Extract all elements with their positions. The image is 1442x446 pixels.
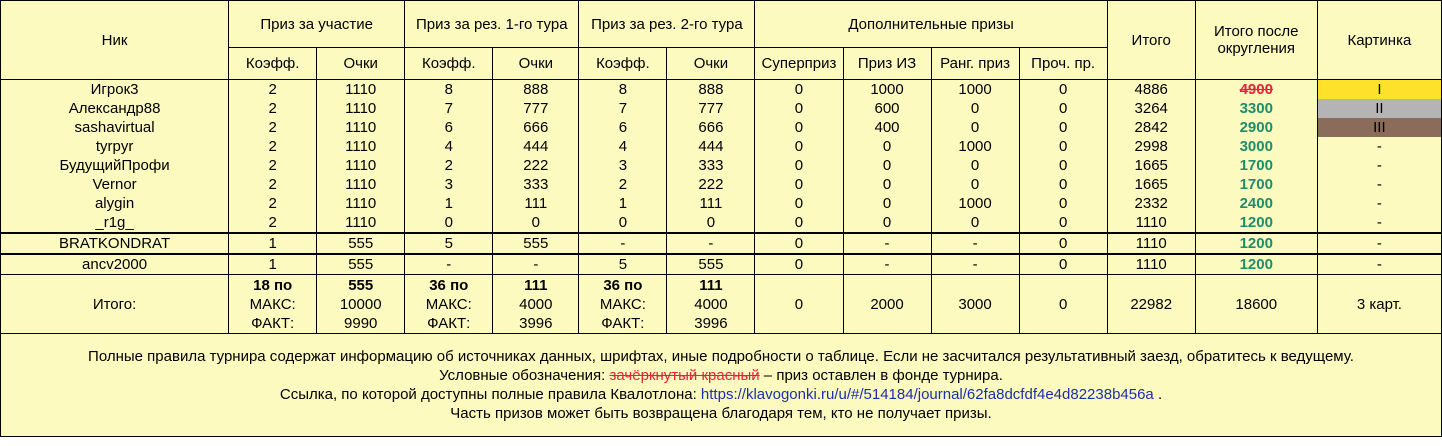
- cell-prize-iz: 0: [843, 175, 931, 194]
- cell-picture: II: [1317, 99, 1441, 118]
- rules-link[interactable]: https://klavogonki.ru/u/#/514184/journal/62fa8dcfdf4e4d82238b456a: [700, 386, 1154, 403]
- cell-other-prize: 0: [1019, 233, 1107, 254]
- totals-value: 111: [699, 276, 723, 294]
- totals-value: МАКС:: [425, 295, 472, 313]
- cell-r1-coef: 7: [405, 99, 493, 118]
- table-row: [1, 137, 1442, 156]
- cell-superprize: 0: [755, 118, 843, 137]
- totals-total: 22982: [1107, 275, 1195, 334]
- cell-rounded: 3000: [1195, 137, 1317, 156]
- cell-prize-iz: -: [843, 254, 931, 275]
- header-extra: Дополнительные призы: [755, 1, 1107, 48]
- cell-part-coef: 1: [229, 233, 317, 254]
- cell-superprize: 0: [755, 254, 843, 275]
- cell-r1-points: 777: [493, 99, 579, 118]
- cell-prize-iz: -: [843, 233, 931, 254]
- totals-r2-points: [667, 275, 755, 334]
- table-row: [1, 175, 1442, 194]
- cell-prize-iz: 600: [843, 99, 931, 118]
- cell-r1-coef: 1: [405, 194, 493, 213]
- cell-rank-prize: 0: [931, 175, 1019, 194]
- cell-superprize: 0: [755, 175, 843, 194]
- totals-prize-iz: 2000: [843, 275, 931, 334]
- header-r1-coef: Коэфф.: [405, 48, 493, 80]
- cell-r2-coef: -: [579, 233, 667, 254]
- cell-r2-coef: 4: [579, 137, 667, 156]
- cell-part-coef: 2: [229, 137, 317, 156]
- cell-superprize: 0: [755, 213, 843, 233]
- cell-r2-points: -: [667, 233, 755, 254]
- legend-struck-sample: зачёркнутый красный: [609, 367, 760, 384]
- totals-value: 9990: [344, 314, 378, 332]
- cell-part-coef: 2: [229, 175, 317, 194]
- cell-r2-coef: 0: [579, 213, 667, 233]
- cell-r2-coef: 6: [579, 118, 667, 137]
- cell-superprize: 0: [755, 194, 843, 213]
- cell-r1-coef: 8: [405, 80, 493, 100]
- cell-part-coef: 2: [229, 213, 317, 233]
- cell-rounded: 1200: [1195, 254, 1317, 275]
- cell-other-prize: 0: [1019, 175, 1107, 194]
- totals-value: 555: [348, 276, 374, 294]
- cell-prize-iz: 0: [843, 213, 931, 233]
- cell-rank-prize: -: [931, 233, 1019, 254]
- cell-other-prize: 0: [1019, 118, 1107, 137]
- cell-r1-points: 444: [493, 137, 579, 156]
- cell-part-points: 1110: [317, 137, 405, 156]
- cell-superprize: 0: [755, 156, 843, 175]
- cell-prize-iz: 1000: [843, 80, 931, 100]
- cell-rounded: 1700: [1195, 175, 1317, 194]
- cell-nick: Игрок3: [1, 80, 229, 100]
- cell-rank-prize: 1000: [931, 194, 1019, 213]
- cell-r2-coef: 8: [579, 80, 667, 100]
- cell-superprize: 0: [755, 99, 843, 118]
- cell-total: 1665: [1107, 156, 1195, 175]
- cell-prize-iz: 0: [843, 194, 931, 213]
- cell-prize-iz: 0: [843, 156, 931, 175]
- cell-other-prize: 0: [1019, 80, 1107, 100]
- cell-nick: ancv2000: [1, 254, 229, 275]
- cell-total: 1110: [1107, 233, 1195, 254]
- cell-picture: -: [1317, 137, 1441, 156]
- totals-value: 10000: [339, 295, 382, 313]
- cell-r2-points: 333: [667, 156, 755, 175]
- cell-other-prize: 0: [1019, 137, 1107, 156]
- header-prize-iz: Приз ИЗ: [843, 48, 931, 80]
- header-rank-prize: Ранг. приз: [931, 48, 1019, 80]
- cell-superprize: 0: [755, 137, 843, 156]
- header-r1-points: Очки: [493, 48, 579, 80]
- totals-value: 4000: [694, 295, 728, 313]
- cell-part-points: 1110: [317, 99, 405, 118]
- cell-total: 2842: [1107, 118, 1195, 137]
- cell-r1-coef: 3: [405, 175, 493, 194]
- table-row: [1, 80, 1442, 100]
- cell-r2-points: 0: [667, 213, 755, 233]
- cell-r1-points: 555: [493, 233, 579, 254]
- header-r2-coef: Коэфф.: [579, 48, 667, 80]
- cell-nick: Александр88: [1, 99, 229, 118]
- totals-value: МАКС:: [249, 295, 296, 313]
- cell-r2-points: 222: [667, 175, 755, 194]
- cell-part-coef: 2: [229, 118, 317, 137]
- totals-value: 36 по: [429, 276, 469, 294]
- cell-other-prize: 0: [1019, 156, 1107, 175]
- cell-r1-coef: 6: [405, 118, 493, 137]
- table-row: [1, 254, 1442, 275]
- cell-prize-iz: 0: [843, 137, 931, 156]
- notes-link-line: [1, 385, 1441, 404]
- cell-rank-prize: 0: [931, 156, 1019, 175]
- cell-r1-coef: 0: [405, 213, 493, 233]
- totals-value: 3996: [694, 314, 728, 332]
- cell-superprize: 0: [755, 233, 843, 254]
- cell-part-points: 1110: [317, 194, 405, 213]
- cell-nick: tyrpyr: [1, 137, 229, 156]
- cell-r1-coef: -: [405, 254, 493, 275]
- cell-r1-coef: 5: [405, 233, 493, 254]
- header-r2-points: Очки: [667, 48, 755, 80]
- cell-superprize: 0: [755, 80, 843, 100]
- cell-rounded: 3300: [1195, 99, 1317, 118]
- notes-row: [1, 334, 1442, 437]
- cell-picture: -: [1317, 194, 1441, 213]
- cell-rounded: 1700: [1195, 156, 1317, 175]
- cell-total: 2998: [1107, 137, 1195, 156]
- cell-rank-prize: 1000: [931, 137, 1019, 156]
- totals-value: 3996: [519, 314, 553, 332]
- cell-r2-points: 666: [667, 118, 755, 137]
- totals-part-coef: [229, 275, 317, 334]
- cell-nick: BRATKONDRAT: [1, 233, 229, 254]
- cell-rounded: 1200: [1195, 233, 1317, 254]
- cell-picture: I: [1317, 80, 1441, 100]
- totals-rank-prize: 3000: [931, 275, 1019, 334]
- cell-rank-prize: 1000: [931, 80, 1019, 100]
- header-total-rounded: Итого после округления: [1195, 1, 1317, 80]
- cell-part-points: 555: [317, 233, 405, 254]
- cell-rounded: 4900: [1195, 80, 1317, 100]
- table-body: [1, 80, 1442, 437]
- table-row: [1, 213, 1442, 233]
- cell-other-prize: 0: [1019, 254, 1107, 275]
- table-row: [1, 99, 1442, 118]
- cell-r1-points: 0: [493, 213, 579, 233]
- notes-rules-line: Полные правила турнира содержат информацию об источниках данных, шрифтах, иные подробности о таблице. Если не засчитался результативный заезд, обратитесь к ведущему.: [88, 348, 1354, 365]
- cell-rank-prize: 0: [931, 118, 1019, 137]
- cell-total: 2332: [1107, 194, 1195, 213]
- cell-rounded: 2400: [1195, 194, 1317, 213]
- cell-r2-coef: 3: [579, 156, 667, 175]
- totals-r2-coef: [579, 275, 667, 334]
- cell-part-points: 1110: [317, 175, 405, 194]
- totals-label: Итого:: [1, 275, 229, 334]
- cell-picture: -: [1317, 175, 1441, 194]
- cell-prize-iz: 400: [843, 118, 931, 137]
- cell-picture: -: [1317, 254, 1441, 275]
- cell-r2-points: 888: [667, 80, 755, 100]
- totals-part-points: [317, 275, 405, 334]
- totals-row: [1, 275, 1442, 334]
- cell-part-coef: 2: [229, 194, 317, 213]
- cell-r2-points: 777: [667, 99, 755, 118]
- link-prefix: Ссылка, по которой доступны полные правила Квалотлона:: [279, 386, 701, 403]
- cell-part-coef: 2: [229, 99, 317, 118]
- cell-total: 4886: [1107, 80, 1195, 100]
- cell-part-points: 1110: [317, 118, 405, 137]
- cell-other-prize: 0: [1019, 213, 1107, 233]
- cell-r2-coef: 7: [579, 99, 667, 118]
- notes-return-line: Часть призов может быть возвращена благодаря тем, кто не получает призы.: [450, 405, 992, 422]
- totals-value: 4000: [519, 295, 553, 313]
- table-row: [1, 118, 1442, 137]
- cell-picture: -: [1317, 233, 1441, 254]
- cell-part-points: 555: [317, 254, 405, 275]
- header-superprize: Суперприз: [755, 48, 843, 80]
- totals-other-prize: 0: [1019, 275, 1107, 334]
- cell-r2-coef: 2: [579, 175, 667, 194]
- cell-nick: alygin: [1, 194, 229, 213]
- cell-part-points: 1110: [317, 213, 405, 233]
- header-round1: Приз за рез. 1-го тура: [405, 1, 579, 48]
- notes-cell: [1, 334, 1442, 437]
- cell-r1-coef: 4: [405, 137, 493, 156]
- header-participation: Приз за участие: [229, 1, 405, 48]
- cell-nick: БудущийПрофи: [1, 156, 229, 175]
- header-part-points: Очки: [317, 48, 405, 80]
- totals-r1-coef: [405, 275, 493, 334]
- legend-prefix: Условные обозначения:: [439, 367, 610, 384]
- cell-r2-points: 444: [667, 137, 755, 156]
- table-row: [1, 233, 1442, 254]
- header-nick: Ник: [1, 1, 229, 80]
- header-round2: Приз за рез. 2-го тура: [579, 1, 755, 48]
- header-picture: Картинка: [1317, 1, 1441, 80]
- cell-rank-prize: 0: [931, 99, 1019, 118]
- cell-picture: III: [1317, 118, 1441, 137]
- cell-total: 1110: [1107, 213, 1195, 233]
- cell-r2-coef: 1: [579, 194, 667, 213]
- cell-r2-points: 111: [667, 194, 755, 213]
- cell-part-coef: 2: [229, 80, 317, 100]
- totals-r1-points: [493, 275, 579, 334]
- cell-picture: -: [1317, 213, 1441, 233]
- totals-value: 111: [524, 276, 548, 294]
- cell-other-prize: 0: [1019, 194, 1107, 213]
- totals-value: 36 по: [603, 276, 643, 294]
- totals-superprize: 0: [755, 275, 843, 334]
- cell-total: 1665: [1107, 175, 1195, 194]
- totals-rounded: 18600: [1195, 275, 1317, 334]
- cell-r1-points: 333: [493, 175, 579, 194]
- totals-picture: 3 карт.: [1317, 275, 1441, 334]
- cell-r1-points: -: [493, 254, 579, 275]
- cell-picture: -: [1317, 156, 1441, 175]
- cell-nick: _r1g_: [1, 213, 229, 233]
- cell-r1-points: 222: [493, 156, 579, 175]
- cell-part-coef: 2: [229, 156, 317, 175]
- totals-value: ФАКТ:: [601, 314, 645, 332]
- cell-part-coef: 1: [229, 254, 317, 275]
- cell-r1-points: 111: [493, 194, 579, 213]
- table-row: [1, 194, 1442, 213]
- cell-r1-coef: 2: [405, 156, 493, 175]
- cell-rounded: 1200: [1195, 213, 1317, 233]
- header-other-prize: Проч. пр.: [1019, 48, 1107, 80]
- totals-value: МАКС:: [599, 295, 646, 313]
- cell-r2-points: 555: [667, 254, 755, 275]
- legend-suffix: – приз оставлен в фонде турнира.: [759, 367, 1003, 384]
- table-row: [1, 156, 1442, 175]
- cell-r2-coef: 5: [579, 254, 667, 275]
- cell-part-points: 1110: [317, 156, 405, 175]
- cell-nick: sashavirtual: [1, 118, 229, 137]
- cell-total: 3264: [1107, 99, 1195, 118]
- link-suffix: .: [1153, 386, 1163, 403]
- header-part-coef: Коэфф.: [229, 48, 317, 80]
- cell-rank-prize: -: [931, 254, 1019, 275]
- cell-other-prize: 0: [1019, 99, 1107, 118]
- cell-rank-prize: 0: [931, 213, 1019, 233]
- cell-nick: Vernor: [1, 175, 229, 194]
- cell-total: 1110: [1107, 254, 1195, 275]
- totals-value: 18 по: [253, 276, 293, 294]
- cell-r1-points: 666: [493, 118, 579, 137]
- totals-value: ФАКТ:: [251, 314, 295, 332]
- totals-value: ФАКТ:: [427, 314, 471, 332]
- notes-legend-line: [1, 366, 1441, 385]
- cell-r1-points: 888: [493, 80, 579, 100]
- cell-part-points: 1110: [317, 80, 405, 100]
- header-total: Итого: [1107, 1, 1195, 80]
- cell-rounded: 2900: [1195, 118, 1317, 137]
- table-header: [1, 1, 1442, 80]
